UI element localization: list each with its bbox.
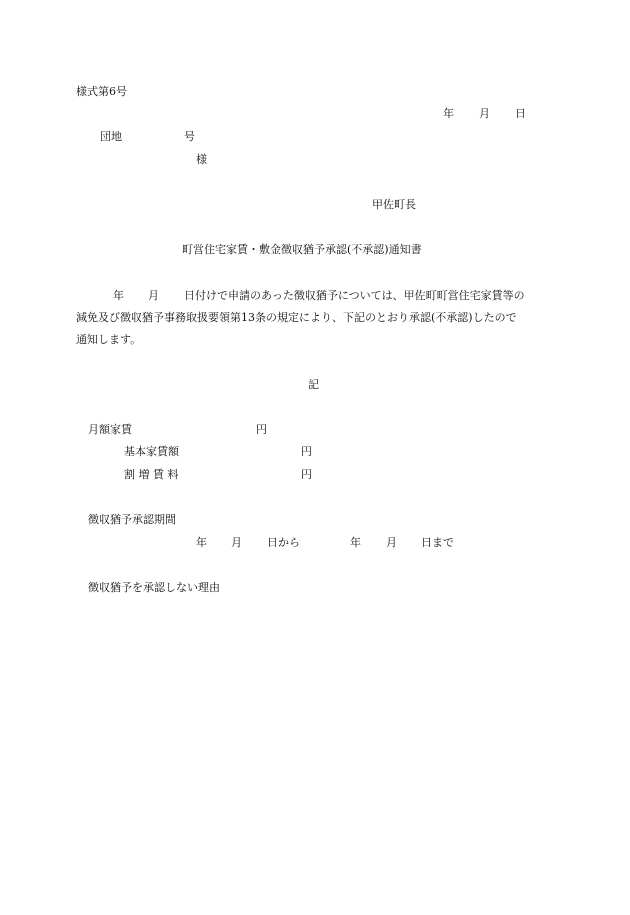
form-number: 様式第6号: [76, 85, 127, 98]
monthly-rent-unit: 円: [256, 423, 267, 436]
addressee-sama: 様: [196, 153, 207, 166]
date-month: 月: [479, 107, 490, 120]
date-day: 日: [515, 107, 526, 120]
period-to-year: 年: [350, 536, 361, 549]
issuer-name: 甲佐町長: [372, 198, 416, 211]
period-from-month: 月: [231, 536, 242, 549]
surcharge-label: 割 増 賃 料: [124, 468, 179, 481]
period-to-month: 月: [386, 536, 397, 549]
body-year: 年: [113, 289, 124, 302]
body-month: 月: [148, 289, 159, 302]
body-line-1: 日付けで申請のあった徴収猶予については、甲佐町町営住宅家賃等の: [184, 289, 525, 302]
period-from-day: 日から: [267, 536, 300, 549]
ki-heading: 記: [308, 378, 319, 391]
reason-label: 徴収猶予を承認しない理由: [88, 581, 220, 594]
period-to-day: 日まで: [421, 536, 454, 549]
body-line-3: 通知します。: [76, 333, 142, 346]
document-title: 町営住宅家賃・敷金徴収猶予承認(不承認)通知書: [182, 243, 422, 256]
body-line-2: 減免及び徴収猶予事務取扱要領第13条の規定により、下記のとおり承認(不承認)したので: [76, 311, 517, 324]
addressee-danchi: 団地: [100, 130, 122, 143]
basic-rent-unit: 円: [301, 445, 312, 458]
basic-rent-label: 基本家賃額: [124, 445, 179, 458]
period-from-year: 年: [196, 536, 207, 549]
monthly-rent-label: 月額家賃: [88, 423, 132, 436]
period-label: 徴収猶予承認期間: [88, 513, 176, 526]
addressee-gou: 号: [184, 130, 195, 143]
date-year: 年: [443, 107, 454, 120]
surcharge-unit: 円: [301, 468, 312, 481]
